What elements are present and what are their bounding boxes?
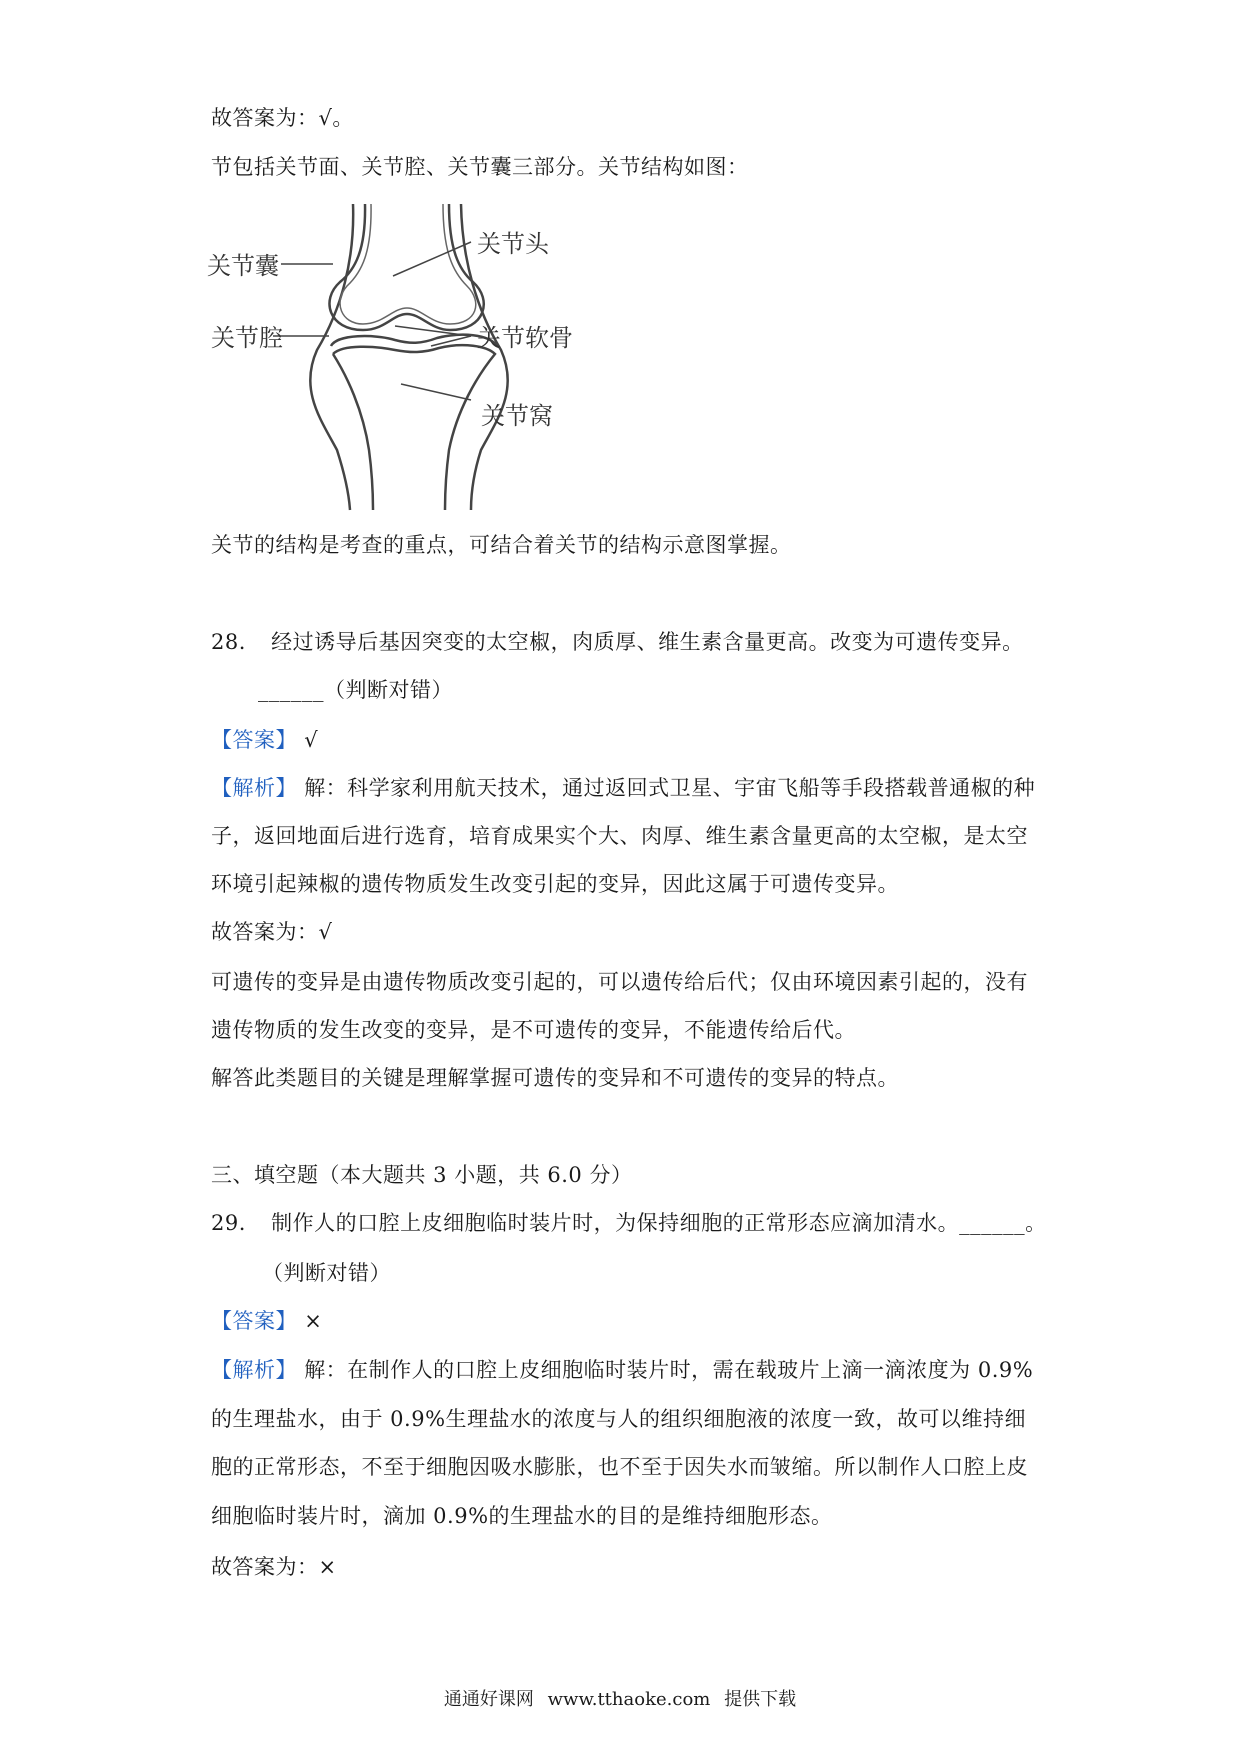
analysis-row [211, 1355, 1033, 1385]
footer-url[interactable]: www.tthaoke.com [547, 1689, 711, 1710]
joint-intro-line: 节包括关节面、关节腔、关节囊三部分。关节结构如图： [211, 155, 749, 179]
page-footer [0, 1688, 1240, 1712]
analysis-row [211, 773, 1035, 803]
section-heading: 三、填空题（本大题共 3 小题，共 6.0 分） [211, 1163, 633, 1187]
answer-row [211, 1306, 322, 1336]
analysis-tag: 【解析】 [211, 776, 297, 800]
analysis-line: 故答案为：√ [211, 920, 333, 944]
upper-cartilage-line [340, 204, 476, 324]
analysis-line: 解答此类题目的关键是理解掌握可遗传的变异和不可遗传的变异的特点。 [211, 1066, 899, 1090]
label-cartilage: 关节软骨 [477, 324, 573, 352]
lower-bone-outline-right [333, 345, 495, 510]
question-28 [211, 627, 1024, 657]
joint-summary-line: 关节的结构是考查的重点，可结合着关节的结构示意图掌握。 [211, 533, 792, 557]
analysis-line: 可遗传的变异是由遗传物质改变引起的，可以遗传给后代；仅由环境因素引起的，没有 [211, 970, 1028, 994]
label-head: 关节头 [477, 230, 549, 258]
analysis-line: 细胞临时装片时，滴加 0.9%的生理盐水的目的是维持细胞形态。 [211, 1504, 833, 1528]
analysis-text: 解：科学家利用航天技术，通过返回式卫星、宇宙飞船等手段搭载普通椒的种 [304, 776, 1036, 800]
analysis-line: 的生理盐水，由于 0.9%生理盐水的浓度与人的组织细胞液的浓度一致，故可以维持细 [211, 1407, 1027, 1431]
lower-cartilage-line [331, 335, 497, 346]
answer-value: √ [304, 728, 319, 752]
leader-socket [401, 384, 471, 400]
judge-hint: （判断对错） [262, 1261, 391, 1285]
answer-tag: 【答案】 [211, 1309, 297, 1333]
label-socket: 关节窝 [481, 402, 553, 430]
footer-site-name: 通通好课网 [443, 1689, 534, 1710]
answer-tag: 【答案】 [211, 728, 297, 752]
answer-line: 故答案为：√。 [211, 106, 354, 130]
analysis-tag: 【解析】 [211, 1358, 297, 1382]
analysis-line: 胞的正常形态，不至于细胞因吸水膨胀，也不至于因失水而皱缩。所以制作人口腔上皮 [211, 1455, 1028, 1479]
label-cavity: 关节腔 [211, 324, 283, 352]
answer-value: × [304, 1309, 323, 1333]
analysis-line: 环境引起辣椒的遗传物质发生改变引起的变异，因此这属于可遗传变异。 [211, 872, 899, 896]
leader-cartilage-upper [395, 326, 471, 336]
capsule-outline-left [310, 204, 353, 510]
footer-suffix: 提供下载 [724, 1689, 797, 1710]
joint-structure-diagram [205, 200, 665, 512]
analysis-text: 解：在制作人的口腔上皮细胞临时装片时，需在载玻片上滴一滴浓度为 0.9% [304, 1358, 1034, 1382]
lower-bone-outline-left [333, 354, 373, 510]
analysis-line: 子，返回地面后进行选育，培育成果实个大、肉厚、维生素含量更高的太空椒，是太空 [211, 824, 1028, 848]
label-capsule: 关节囊 [207, 252, 279, 280]
analysis-line: 故答案为：× [211, 1555, 337, 1579]
leader-head [393, 242, 471, 276]
question-number: 28. [211, 630, 246, 654]
question-29 [211, 1208, 1047, 1238]
judge-blank: ______（判断对错） [258, 678, 453, 702]
question-text: 制作人的口腔上皮细胞临时装片时，为保持细胞的正常形态应滴加清水。______。 [271, 1211, 1047, 1235]
answer-row [211, 725, 318, 755]
question-text: 经过诱导后基因突变的太空椒，肉质厚、维生素含量更高。改变为可遗传变异。 [271, 630, 1024, 654]
question-number: 29. [211, 1211, 246, 1235]
analysis-line: 遗传物质的发生改变的变异，是不可遗传的变异，不能遗传给后代。 [211, 1018, 856, 1042]
